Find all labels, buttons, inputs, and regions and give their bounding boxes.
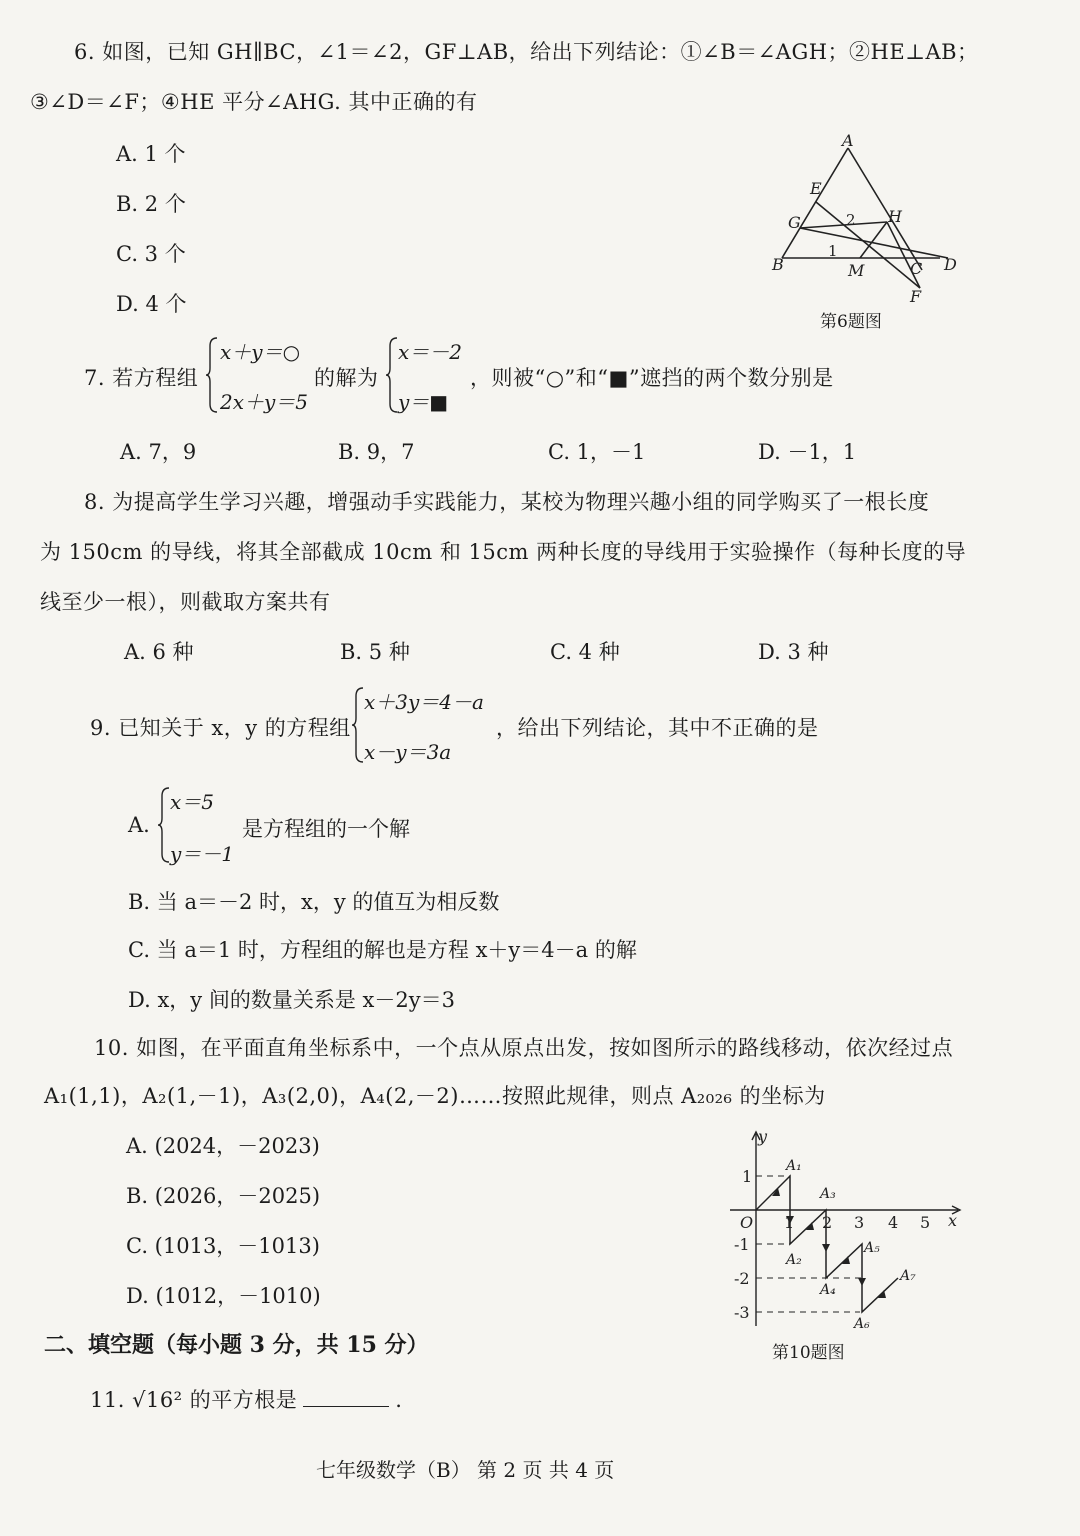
q10-point-a2: A₂ [786, 1252, 802, 1268]
page-footer: 七年级数学（B） 第 2 页 共 4 页 [316, 1458, 615, 1482]
q9-option-b: B. 当 a＝－2 时，x，y 的值互为相反数 [128, 890, 500, 914]
q11-line [90, 1384, 402, 1414]
q8-line3: 线至少一根），则截取方案共有 [40, 590, 331, 614]
q8-option-d: D. 3 种 [758, 640, 829, 664]
q10-line2: A₁(1,1)，A₂(1,－1)，A₃(2,0)，A₄(2,－2)……按照此规律，则点 A₂₀₂₆ 的坐标为 [44, 1084, 826, 1108]
q10-option-c: C. (1013，－1013) [126, 1234, 320, 1258]
q11-end: . [395, 1388, 403, 1412]
q8-option-c: C. 4 种 [550, 640, 620, 664]
q10-x-tick-2: 2 [822, 1213, 833, 1232]
q7-option-c: C. 1，－1 [548, 440, 646, 464]
q10-option-a: A. (2024，－2023) [126, 1134, 320, 1158]
q8-line1: 8. 为提高学生学习兴趣，增强动手实践能力，某校为物理兴趣小组的同学购买了一根长度 [84, 490, 930, 514]
q9-eq2: x－y＝3a [364, 740, 452, 764]
q10-y-tick-m3: -3 [734, 1303, 750, 1322]
q10-axis-y-label: y [758, 1127, 768, 1146]
q10-axis-x-label: x [948, 1211, 958, 1230]
q10-x-tick-4: 4 [888, 1213, 899, 1232]
q9-option-c: C. 当 a＝1 时，方程组的解也是方程 x＋y＝4－a 的解 [128, 938, 637, 962]
q10-option-d: D. (1012，－1010) [126, 1284, 321, 1308]
q8-option-a: A. 6 种 [124, 640, 194, 664]
q9-prefix: 9. 已知关于 x，y 的方程组 [90, 716, 351, 740]
q11-answer-blank[interactable] [303, 1388, 389, 1407]
q6-label-2: 2 [846, 211, 856, 229]
q11-radical: √16² [132, 1388, 183, 1412]
q6-line2: ③∠D＝∠F；④HE 平分∠AHG. 其中正确的有 [30, 90, 478, 114]
q10-x-tick-5: 5 [920, 1213, 931, 1232]
q10-point-a5: A₅ [864, 1240, 880, 1256]
q10-figure-caption: 第10题图 [772, 1343, 845, 1363]
q9-option-d: D. x，y 间的数量关系是 x－2y＝3 [128, 988, 455, 1012]
q11-suffix: 的平方根是 [182, 1388, 298, 1412]
q10-point-a3: A₃ [820, 1186, 836, 1202]
q6-label-h: H [888, 207, 902, 226]
q7-system [206, 336, 316, 414]
q9-suffix: ，给出下列结论，其中不正确的是 [496, 716, 819, 740]
q10-line1: 10. 如图，在平面直角坐标系中，一个点从原点出发，按如图所示的路线移动，依次经过点 [94, 1036, 954, 1060]
q7-eq2: 2x＋y＝5 [220, 390, 309, 414]
q7-option-a: A. 7，9 [120, 440, 197, 464]
q6-label-e: E [810, 179, 822, 198]
q7-option-b: B. 9，7 [338, 440, 415, 464]
q10-y-tick-m1: -1 [734, 1235, 750, 1254]
q9-option-a-text: 是方程组的一个解 [242, 817, 410, 841]
q11-prefix: 11. [90, 1388, 133, 1412]
q10-point-a6: A₆ [854, 1316, 870, 1332]
q6-figure-caption: 第6题图 [820, 312, 882, 332]
q9-option-a-label: A. [128, 813, 150, 837]
q10-point-a1: A₁ [786, 1158, 802, 1174]
q7-suffix: ，则被“○”和“■”遮挡的两个数分别是 [470, 366, 834, 390]
q10-origin-label: O [740, 1213, 754, 1232]
q6-line1: 6. 如图，已知 GH∥BC，∠1＝∠2，GF⊥AB，给出下列结论：①∠B＝∠AGH；②HE⊥AB； [74, 40, 979, 64]
q8-line2: 为 150cm 的导线，将其全部截成 10cm 和 15cm 两种长度的导线用于实验操作（每种长度的导 [40, 540, 967, 564]
q6-label-m: M [848, 261, 865, 280]
q6-option-a: A. 1 个 [116, 142, 186, 166]
q6-label-f: F [910, 287, 922, 306]
q6-label-d: D [944, 255, 957, 274]
q10-y-tick-m2: -2 [734, 1269, 750, 1288]
q10-y-tick-1: 1 [742, 1167, 753, 1186]
section-fill-in-blank-heading: 二、填空题（每小题 3 分，共 15 分） [44, 1332, 429, 1358]
q8-option-b: B. 5 种 [340, 640, 410, 664]
q7-prefix: 7. 若方程组 [84, 366, 199, 390]
q6-option-c: C. 3 个 [116, 242, 186, 266]
q10-x-tick-1: 1 [784, 1213, 795, 1232]
q10-point-a4: A₄ [820, 1282, 836, 1298]
q6-option-b: B. 2 个 [116, 192, 186, 216]
q9-option-a-eq2: y＝－1 [170, 842, 235, 866]
q6-label-c: C [910, 259, 923, 278]
q9-option-a-eq1: x＝5 [170, 790, 215, 814]
q10-point-a7: A₇ [900, 1268, 916, 1284]
q10-x-tick-3: 3 [854, 1213, 865, 1232]
q10-coordinate-figure [722, 1126, 972, 1332]
q7-eq1: x＋y＝○ [220, 340, 301, 364]
q7-option-d: D. －1，1 [758, 440, 857, 464]
q6-label-a: A [842, 131, 854, 150]
q6-label-b: B [772, 255, 784, 274]
q7-sol1: x＝－2 [398, 340, 463, 364]
q6-label-g: G [788, 213, 801, 232]
q6-label-1: 1 [828, 242, 838, 260]
q9-eq1: x＋3y＝4－a [364, 690, 484, 714]
q7-sol2: y＝■ [398, 390, 449, 414]
q9-system [352, 686, 502, 764]
q7-solution [386, 336, 476, 414]
q7-middle: 的解为 [314, 366, 379, 390]
q9-option-a-system [158, 786, 248, 864]
q6-option-d: D. 4 个 [116, 292, 187, 316]
q10-option-b: B. (2026，－2025) [126, 1184, 321, 1208]
